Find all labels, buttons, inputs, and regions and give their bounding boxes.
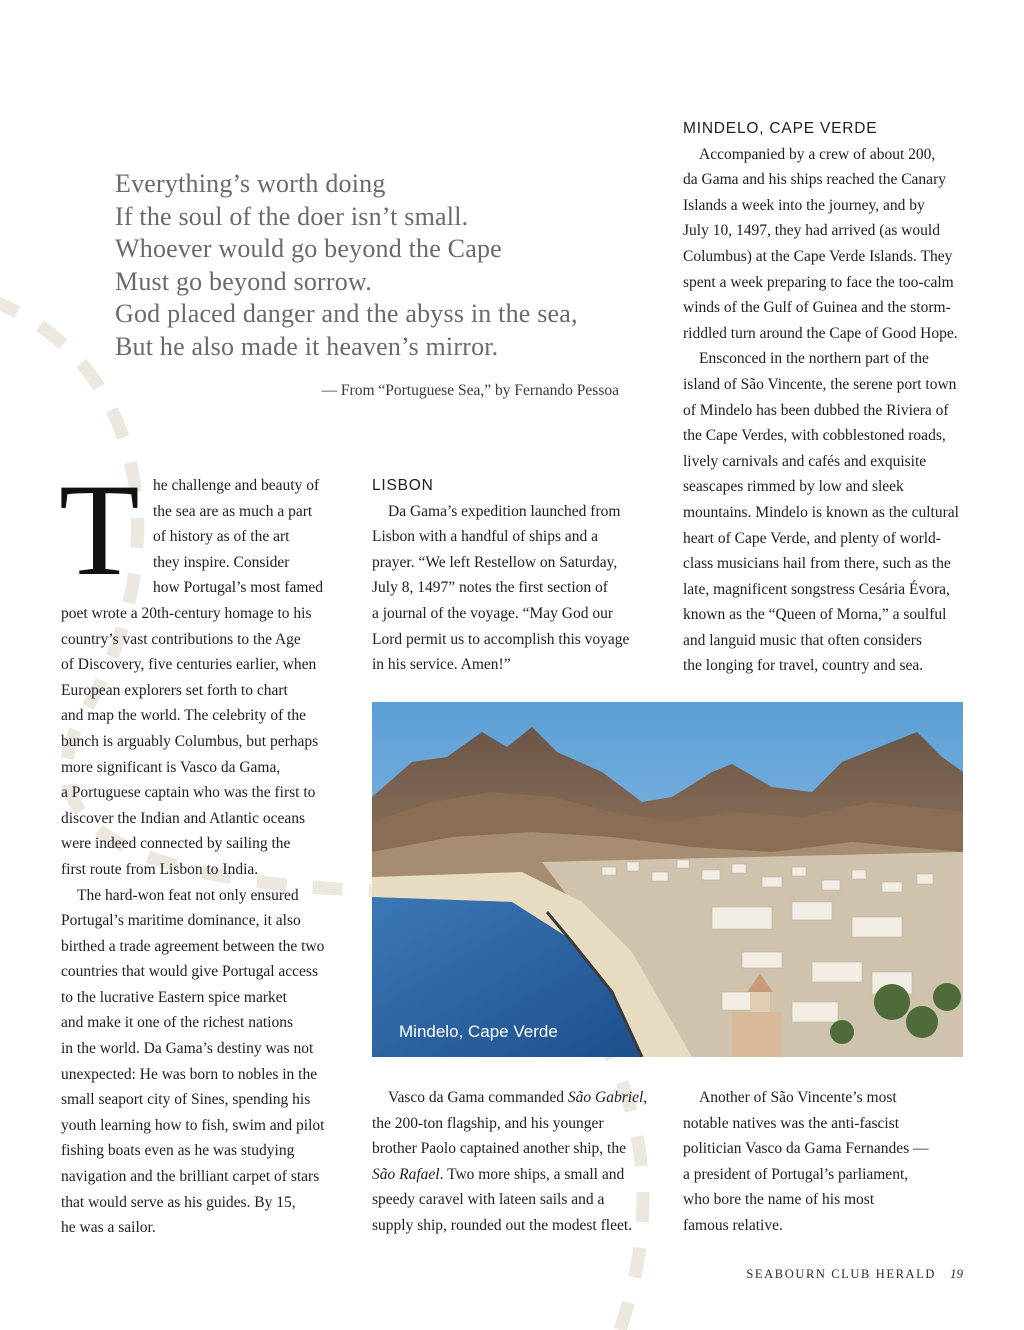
text-line: navigation and the brilliant carpet of stars [61,1168,320,1186]
text-line: first route from Lisbon to India. [61,860,259,878]
epigraph-attribution: — From “Portuguese Sea,” by Fernando Pessoa [321,382,619,399]
text-segment: , [643,1089,648,1106]
text-line: winds of the Gulf of Guinea and the storm- [683,299,951,317]
text-line: youth learning how to fish, swim and pilot [61,1116,325,1134]
mindelo-photo [372,702,963,1057]
text-line: Lisbon with a handful of ships and a [372,528,599,546]
text-line: famous relative. [683,1216,783,1234]
publication-name: SEABOURN CLUB HERALD [746,1267,936,1281]
text-line: were indeed connected by sailing the [61,835,291,853]
text-line: known as the “Queen of Morna,” a soulful [683,606,947,624]
text-line: lively carnivals and cafés and exquisite [683,452,927,470]
text-line: July 8, 1497” notes the first section of [372,579,608,597]
text-line: fishing boats even as he was studying [61,1142,295,1160]
text-line: July 10, 1497, they had arrived (as would [683,222,940,240]
text-line: The hard-won feat not only ensured [77,886,299,904]
dropcap-wrapped-lines [61,473,351,601]
text-line: in his service. Amen!” [372,656,511,674]
text-line: unexpected: He was born to nobles in the [61,1065,318,1083]
text-line: riddled turn around the Cape of Good Hope. [683,324,958,342]
text-line: prayer. “We left Restellow on Saturday, [372,553,618,571]
text-line: heart of Cape Verde, and plenty of world- [683,529,941,547]
epigraph-poem [115,168,635,363]
text-line: he challenge and beauty of [153,477,320,494]
poem-line: Must go beyond sorrow. [115,266,372,296]
text-line: who bore the name of his most [683,1191,875,1209]
text-line: poet wrote a 20th-century homage to his [61,604,312,622]
page-number: 19 [950,1266,963,1281]
text-line: Lord permit us to accomplish this voyage [372,630,630,648]
text-line: a Portuguese captain who was the first to [61,784,316,802]
text-line: Ensconced in the northern part of the [699,350,929,368]
text-line: more significant is Vasco da Gama, [61,758,281,776]
text-line: da Gama and his ships reached the Canary [683,171,946,189]
text-line: speedy caravel with lateen sails and a [372,1191,605,1209]
text-line [372,1162,662,1188]
text-line: Columbus) at the Cape Verde Islands. They [683,247,953,265]
text-line: discover the Indian and Atlantic oceans [61,809,306,827]
text-line: Islands a week into the journey, and by [683,196,925,214]
text-line: he was a sailor. [61,1219,156,1237]
text-line: Accompanied by a crew of about 200, [699,145,936,163]
text-line: small seaport city of Sines, spending his [61,1091,311,1109]
mindelo-landscape-illustration [372,702,963,1057]
text-line: a president of Portugal’s parliament, [683,1165,909,1183]
section-heading-mindelo: MINDELO, CAPE VERDE [683,120,878,137]
text-line: supply ship, rounded out the modest fleet. [372,1216,633,1234]
text-line: of history as of the art [153,528,290,546]
intro-column [61,473,351,1241]
text-line: the sea are as much a part [153,502,313,520]
text-line: brother Paolo captained another ship, the [372,1140,626,1158]
text-line: that would serve as his guides. By 15, [61,1193,296,1211]
text-segment: . Two more ships, a small and [439,1165,625,1183]
text-line: the 200-ton flagship, and his younger [372,1114,604,1132]
ship-name: São Gabriel [567,1089,644,1106]
text-line: class musicians hail from there, such as the [683,555,951,573]
text-line: Da Gama’s expedition launched from [388,502,621,520]
text-line: the longing for travel, country and sea. [683,657,924,675]
fleet-paragraph [372,1085,662,1239]
page-footer [746,1266,963,1282]
text-line: mountains. Mindelo is known as the cultural [683,503,959,521]
poem-line: Everything’s worth doing [115,169,386,198]
poem-line: But he also made it heaven’s mirror. [115,331,499,361]
text-line: and map the world. The celebrity of the [61,707,307,725]
text-line: and languid music that often considers [683,631,922,649]
text-segment: Vasco da Gama commanded [388,1089,568,1106]
poem-line: God placed danger and the abyss in the sea, [115,299,578,328]
text-line: country’s vast contributions to the Age [61,630,301,648]
text-line: spent a week preparing to face the too-calm [683,273,954,291]
mindelo-section [683,116,983,679]
text-line: Another of São Vincente’s most [699,1089,897,1106]
text-line: a journal of the voyage. “May God our [372,604,614,622]
text-line: notable natives was the anti-fascist [683,1114,900,1132]
natives-paragraph [683,1085,983,1239]
text-line: how Portugal’s most famed [153,579,324,597]
text-line: island of São Vincente, the serene port town [683,375,957,393]
poem-line: If the soul of the doer isn’t small. [115,201,469,231]
text-line: of Discovery, five centuries earlier, when [61,656,317,674]
text-line: birthed a trade agreement between the two [61,937,325,955]
ship-name: São Rafael [372,1165,440,1183]
text-line: countries that would give Portugal access [61,963,318,981]
text-line: Portugal’s maritime dominance, it also [61,912,301,930]
text-line: to the lucrative Eastern spice market [61,988,287,1006]
text-line: in the world. Da Gama’s destiny was not [61,1040,314,1058]
text-line: they inspire. Consider [153,553,290,571]
text-line: seascapes rimmed by low and sleek [683,478,904,496]
text-line: of Mindelo has been dubbed the Riviera of [683,401,949,419]
poem-line: Whoever would go beyond the Cape [115,234,502,263]
text-line [372,1085,662,1111]
text-line: late, magnificent songstress Cesária Évora, [683,580,950,598]
text-line: European explorers set forth to chart [61,681,288,699]
drop-cap: T [59,456,140,603]
text-line: and make it one of the richest nations [61,1014,294,1032]
photo-caption: Mindelo, Cape Verde [399,1022,558,1041]
text-line: the Cape Verdes, with cobblestoned roads, [683,427,946,445]
text-line: bunch is arguably Columbus, but perhaps [61,732,319,750]
text-line: politician Vasco da Gama Fernandes — [683,1140,929,1158]
lisbon-section [372,473,662,678]
section-heading-lisbon: LISBON [372,477,434,494]
